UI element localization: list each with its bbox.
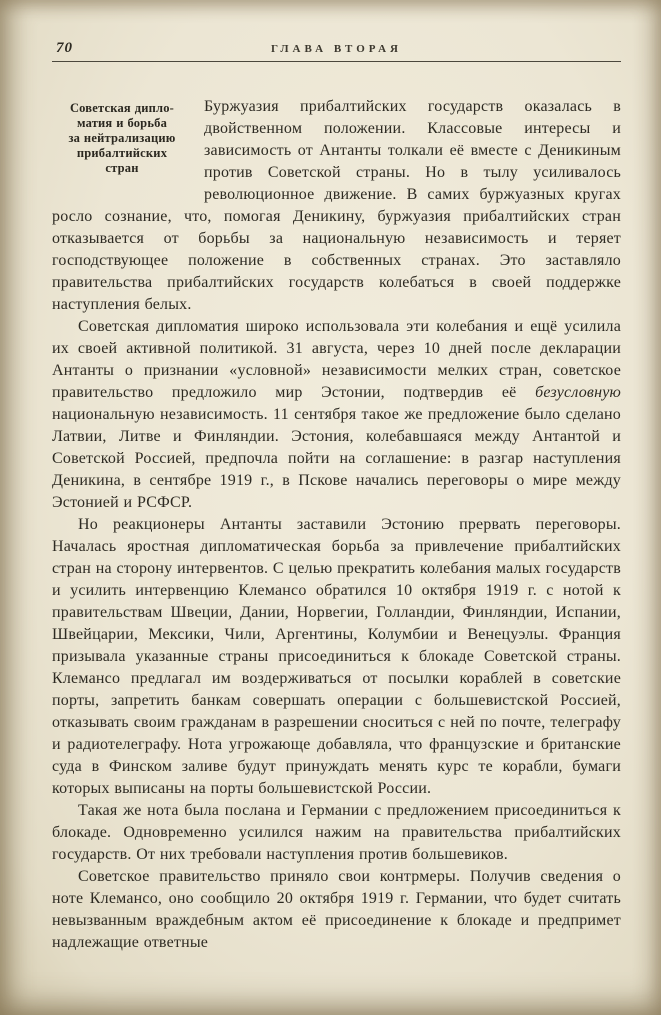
paragraph: Но реакционеры Антанты заставили Эстонию прервать переговоры. Началась яростная дипломатическая борьба за привлечение прибалтийских стран на сторону интервентов. С целью прекратить колебания малых государств и усилить интервенцию Клемансо обратился 10 октября 1919 г. с нотой к правительствам Швеции, Дании, Норвегии, Голландии, Финляндии, Испании, Швейцарии, Мексики, Чили, Аргентины, Колумбии и Венецуэлы. Франция призывала указанные страны присоединиться к блокаде Советской страны. Клемансо предлагал им воздерживаться от посылки кораблей в советские порты, запретить банкам совершать операции с большевистской Россией, отказывать своим гражданам в разрешении сноситься с ней по почте, телеграфу и радиотелеграфу. Нота угрожающе добавляла, что французские и британские суда в Финском заливе будут принуждать менять курс те корабли, бумаги которых выписаны на порты большевистской России. (52, 516, 621, 797)
body-text (52, 96, 621, 954)
paragraph: Советское правительство приняло свои контрмеры. Получив сведения о ноте Клемансо, оно сообщило 20 октября 1919 г. Германии, что будет считать невызванным враждебным актом её присоединение к блокаде и предпримет надлежащие ответные (52, 868, 621, 951)
paragraph: Такая же нота была послана и Германии с предложением присоединиться к блокаде. Одновременно усилился нажим на правительства прибалтийских государств. От них требовали наступления против большевиков. (52, 802, 621, 863)
emphasized-text: безусловную (535, 384, 621, 401)
paragraph: Советская дипломатия широко использовала эти колебания и ещё усилила их своей активной политикой. 31 августа, через 10 дней после декларации Антанты о признании «условной» независимости мелких стран, советское правительство предложило мир Эстонии, подтвердив её безусловную национальную независимость. 11 сентября такое же предложение было сделано Латвии, Литве и Финляндии. Эстония, колебавшаяся между Антантой и Советской Россией, предпочла пойти на соглашение: в разгар наступления Деникина, в сентябре 1919 г., в Пскове начались переговоры о мире между Эстонией и РСФСР. (52, 318, 621, 511)
running-head: ГЛАВА ВТОРАЯ (271, 43, 402, 55)
running-header (52, 40, 621, 62)
margin-note: Советская дипло- матия и борьба за нейтрализацию прибалтийских стран (68, 101, 176, 175)
paragraph: Советская дипло- матия и борьба за нейтрализацию прибалтийских стран Буржуазия прибалтийских государств оказалась в двойственном положении. Классовые интересы и зависимость от Антанты толкали её вместе с Деникиным против Советской страны. Но в тылу усиливалось революционное движение. В самих буржуазных кругах росло сознание, что, помогая Деникину, буржуазия прибалтийских стран отказывается от борьбы за национальную независимость и теряет господствующее положение в собственных странах. Это заставляло правительства прибалтийских государств колебаться в своей поддержке наступления белых. (52, 98, 621, 313)
page-number: 70 (56, 40, 73, 56)
